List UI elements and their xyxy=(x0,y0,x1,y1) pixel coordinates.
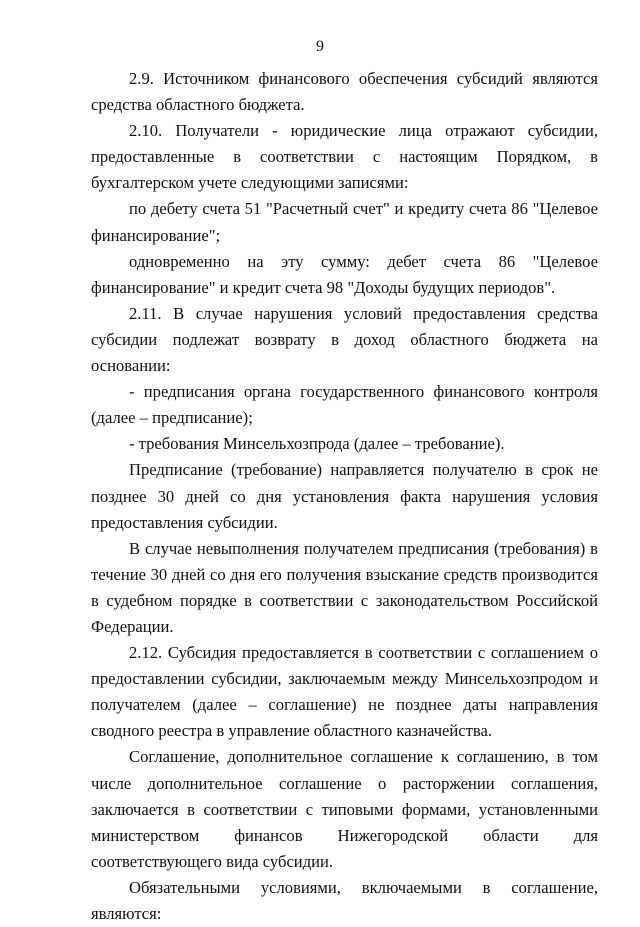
paragraph-prescription-deadline: Предписание (требование) направляется получателю в срок не позднее 30 дней со дня установления факта нарушения условия предоставления субсидии. xyxy=(91,460,598,532)
paragraph-debit-86: одновременно на эту сумму: дебет счета 86 "Целевое финансирование" и кредит счета 98 "Доходы будущих периодов". xyxy=(91,251,598,297)
paragraph-2-10: 2.10. Получатели - юридические лица отражают субсидии, предоставленные в соответствии с настоящим Порядком, в бухгалтерском учете следующими записями: xyxy=(91,121,598,193)
paragraph-2-11: 2.11. В случае нарушения условий предоставления средства субсидии подлежат возврату в доход областного бюджета на основании: xyxy=(91,303,598,376)
document-body xyxy=(91,66,598,927)
paragraph-court-recovery: В случае невыполнения получателем предписания (требования) в течение 30 дней со дня его получения взыскание средств производится в судебном порядке в соответствии с законодательством Российской Федерации. xyxy=(91,538,598,636)
paragraph-prescription: - предписания органа государственного финансового контроля (далее – предписание); xyxy=(91,382,598,428)
paragraph-requirement: - требования Минсельхозпрода (далее – требование). xyxy=(129,434,505,454)
paragraph-2-9: 2.9. Источником финансового обеспечения субсидий являются средства областного бюджета. xyxy=(91,69,598,115)
page-number: 9 xyxy=(316,38,324,55)
paragraph-agreement-forms: Соглашение, дополнительное соглашение к соглашению, в том числе дополнительное соглашение о расторжении соглашения, заключается в соответствии с типовыми формами, установленными министерством финансов Нижегородской области для соответствующего вида субсидии. xyxy=(91,747,598,871)
paragraph-2-12: 2.12. Субсидия предоставляется в соответствии с соглашением о предоставлении субсидии, заключаемым между Минсельхозпродом и получателем (далее – соглашение) не позднее даты направления сводного реестра в управление областного казначейства. xyxy=(91,643,598,741)
paragraph-debit-51: по дебету счета 51 "Расчетный счет" и кредиту счета 86 "Целевое финансирование"; xyxy=(91,199,598,245)
paragraph-mandatory-conditions: Обязательными условиями, включаемыми в соглашение, являются: xyxy=(91,877,598,923)
